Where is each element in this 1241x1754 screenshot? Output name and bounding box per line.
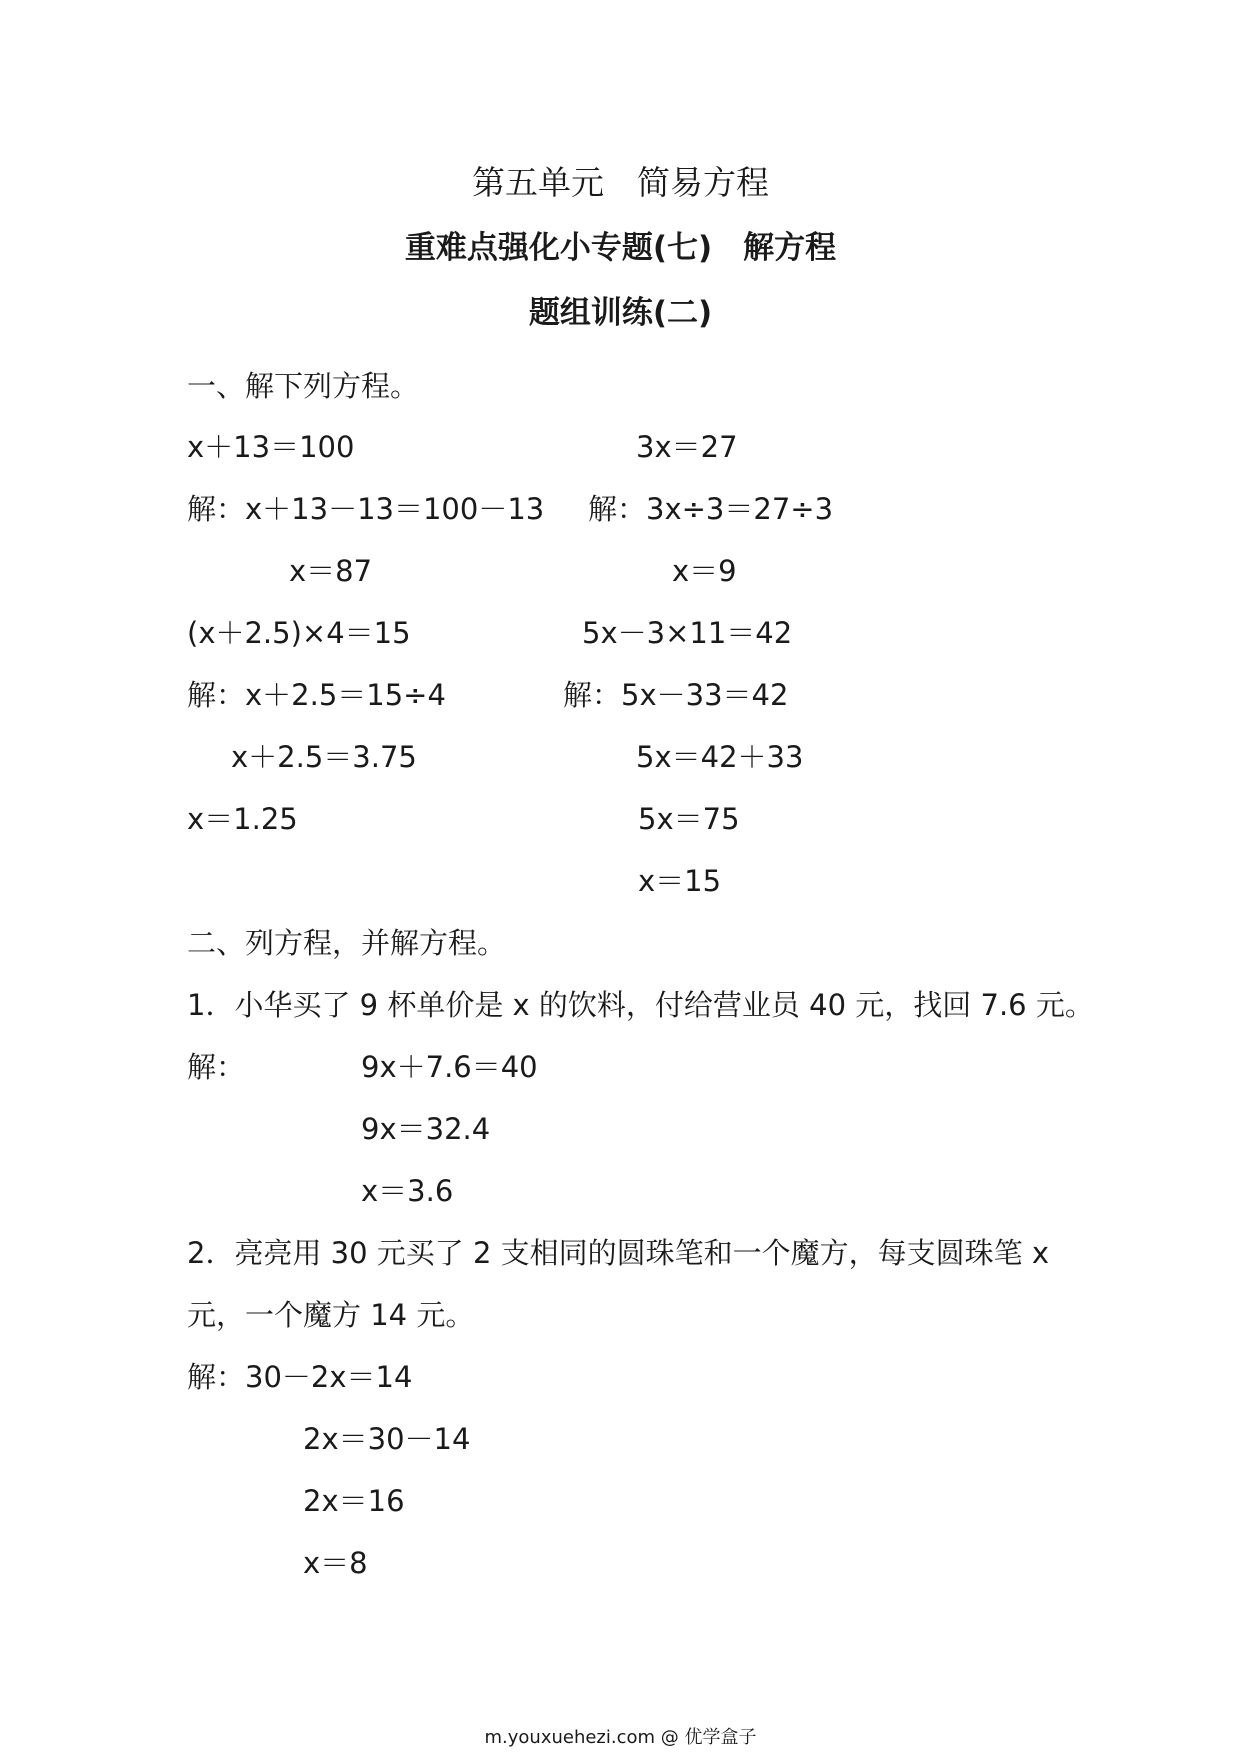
- question-2-step-4: x＝8: [303, 1546, 368, 1580]
- question-1-step-3: x＝3.6: [361, 1174, 454, 1208]
- problem-b-step-1: 解：3x÷3＝27÷3: [588, 492, 834, 526]
- question-2-step-1: 解：30－2x＝14: [187, 1360, 413, 1394]
- footer-watermark: m.youxuehezi.com @ 优学盒子: [484, 1727, 757, 1748]
- problem-a-step-2: x＝87: [289, 554, 373, 588]
- problem-d-equation: 5x－3×11＝42: [582, 616, 793, 650]
- problem-c-equation: (x＋2.5)×4＝15: [187, 616, 411, 650]
- problem-c-step-3: x＝1.25: [187, 802, 298, 836]
- question-1-step-2: 9x＝32.4: [361, 1112, 491, 1146]
- question-1-step-1: 9x＋7.6＝40: [361, 1050, 538, 1084]
- problem-a-step-1: 解：x＋13－13＝100－13: [187, 492, 545, 526]
- question-2-step-3: 2x＝16: [303, 1484, 405, 1518]
- problem-d-step-3: 5x＝75: [638, 802, 740, 836]
- question-1-text: 1．小华买了 9 杯单价是 x 的饮料，付给营业员 40 元，找回 7.6 元。: [187, 988, 1094, 1022]
- question-2-text-line-2: 元，一个魔方 14 元。: [187, 1298, 475, 1332]
- problem-a-equation: x＋13＝100: [187, 430, 355, 464]
- unit-title: 第五单元 简易方程: [472, 163, 769, 202]
- problem-b-equation: 3x＝27: [636, 430, 738, 464]
- problem-d-step-2: 5x＝42＋33: [636, 740, 804, 774]
- problem-c-step-2: x＋2.5＝3.75: [231, 740, 417, 774]
- problem-d-step-1: 解：5x－33＝42: [563, 678, 789, 712]
- section2-heading: 二、列方程，并解方程。: [187, 926, 507, 960]
- section1-heading: 一、解下列方程。: [187, 369, 420, 403]
- topic-title: 重难点强化小专题(七) 解方程: [404, 230, 837, 266]
- question-2-step-2: 2x＝30－14: [303, 1422, 471, 1456]
- problem-d-step-4: x＝15: [638, 864, 722, 898]
- problem-b-step-2: x＝9: [672, 554, 737, 588]
- problem-c-step-1: 解：x＋2.5＝15÷4: [187, 678, 446, 712]
- question-1-solve-label: 解：: [187, 1050, 246, 1084]
- group-title: 题组训练(二): [528, 295, 713, 331]
- question-2-text-line-1: 2．亮亮用 30 元买了 2 支相同的圆珠笔和一个魔方，每支圆珠笔 x: [187, 1236, 1050, 1270]
